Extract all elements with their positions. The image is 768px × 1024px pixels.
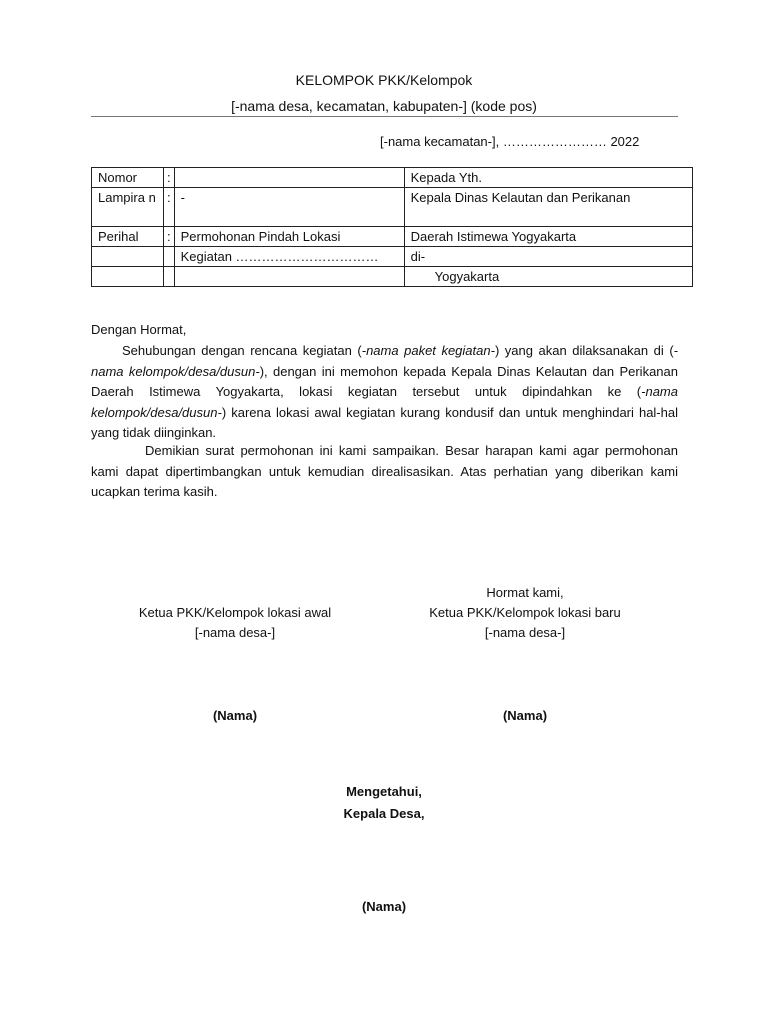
placeholder-activity: -nama paket kegiatan-	[361, 343, 495, 358]
letter-info-table	[91, 167, 693, 287]
recipient-line: Daerah Istimewa Yogyakarta	[404, 227, 692, 247]
info-label: Nomor	[92, 168, 164, 188]
info-label: Lampira n	[92, 188, 164, 227]
letterhead-title: KELOMPOK PKK/Kelompok	[295, 72, 473, 88]
recipient-line: Yogyakarta	[404, 267, 692, 287]
paragraph-request	[91, 341, 678, 444]
acknowledgement-label: Mengetahui,	[346, 784, 422, 799]
right-signer-name: (Nama)	[502, 708, 548, 723]
info-separator: :	[164, 227, 175, 247]
info-label: Perihal	[92, 227, 164, 247]
paragraph-text: ) yang akan dilaksanakan di (	[494, 343, 674, 358]
info-separator: :	[164, 168, 175, 188]
placeholder-origin: -nama kelompok/desa/dusun-	[91, 343, 678, 379]
recipient-line: Kepala Dinas Kelautan dan Perikanan	[404, 188, 692, 227]
info-separator: :	[164, 188, 175, 227]
info-value	[174, 267, 404, 287]
paragraph-text: ) karena lokasi awal kegiatan kurang kondusif dan untuk menghindari hal-hal yang tidak diinginkan.	[91, 404, 678, 440]
placeholder-destination: -nama kelompok/desa/dusun-	[91, 384, 678, 420]
village-head-name: (Nama)	[361, 899, 407, 914]
recipient-line: Kepada Yth.	[404, 168, 692, 188]
right-signer-role: Ketua PKK/Kelompok lokasi baru	[429, 605, 621, 620]
info-separator	[164, 247, 175, 267]
info-value: Kegiatan ……………………………	[174, 247, 404, 267]
greeting: Dengan Hormat,	[91, 322, 187, 337]
table-row	[92, 188, 693, 227]
closing-salutation: Hormat kami,	[486, 585, 564, 600]
left-signer-place: [-nama desa-]	[194, 625, 276, 640]
table-row	[92, 168, 693, 188]
table-row	[92, 247, 693, 267]
info-label	[92, 267, 164, 287]
left-signer-role: Ketua PKK/Kelompok lokasi awal	[138, 605, 332, 620]
recipient-line: di-	[404, 247, 692, 267]
info-value: Permohonan Pindah Lokasi	[174, 227, 404, 247]
info-separator	[164, 267, 175, 287]
table-row	[92, 227, 693, 247]
info-value: -	[174, 188, 404, 227]
letterhead-divider	[91, 116, 678, 117]
right-signer-place: [-nama desa-]	[484, 625, 566, 640]
paragraph-text: Sehubungan dengan rencana kegiatan (	[122, 343, 362, 358]
date-line: [-nama kecamatan-], …………………… 2022	[380, 134, 640, 149]
letterhead-address: [-nama desa, kecamatan, kabupaten-] (kode pos)	[231, 98, 537, 114]
left-signer-name: (Nama)	[212, 708, 258, 723]
table-row	[92, 267, 693, 287]
paragraph-closing: Demikian surat permohonan ini kami sampaikan. Besar harapan kami agar permohonan kami dapat dipertimbangkan untuk kemudian direalisasikan. Atas perhatian yang diberikan kami ucapkan terima kasih.	[91, 443, 678, 499]
paragraph-text: ), dengan ini memohon kepada Kepala Dinas Kelautan dan Perikanan Daerah Istimewa Yogyakarta, lokasi kegiatan tersebut untuk dipindahkan ke (	[91, 363, 678, 399]
village-head-role: Kepala Desa,	[343, 806, 425, 821]
info-label	[92, 247, 164, 267]
info-value	[174, 168, 404, 188]
